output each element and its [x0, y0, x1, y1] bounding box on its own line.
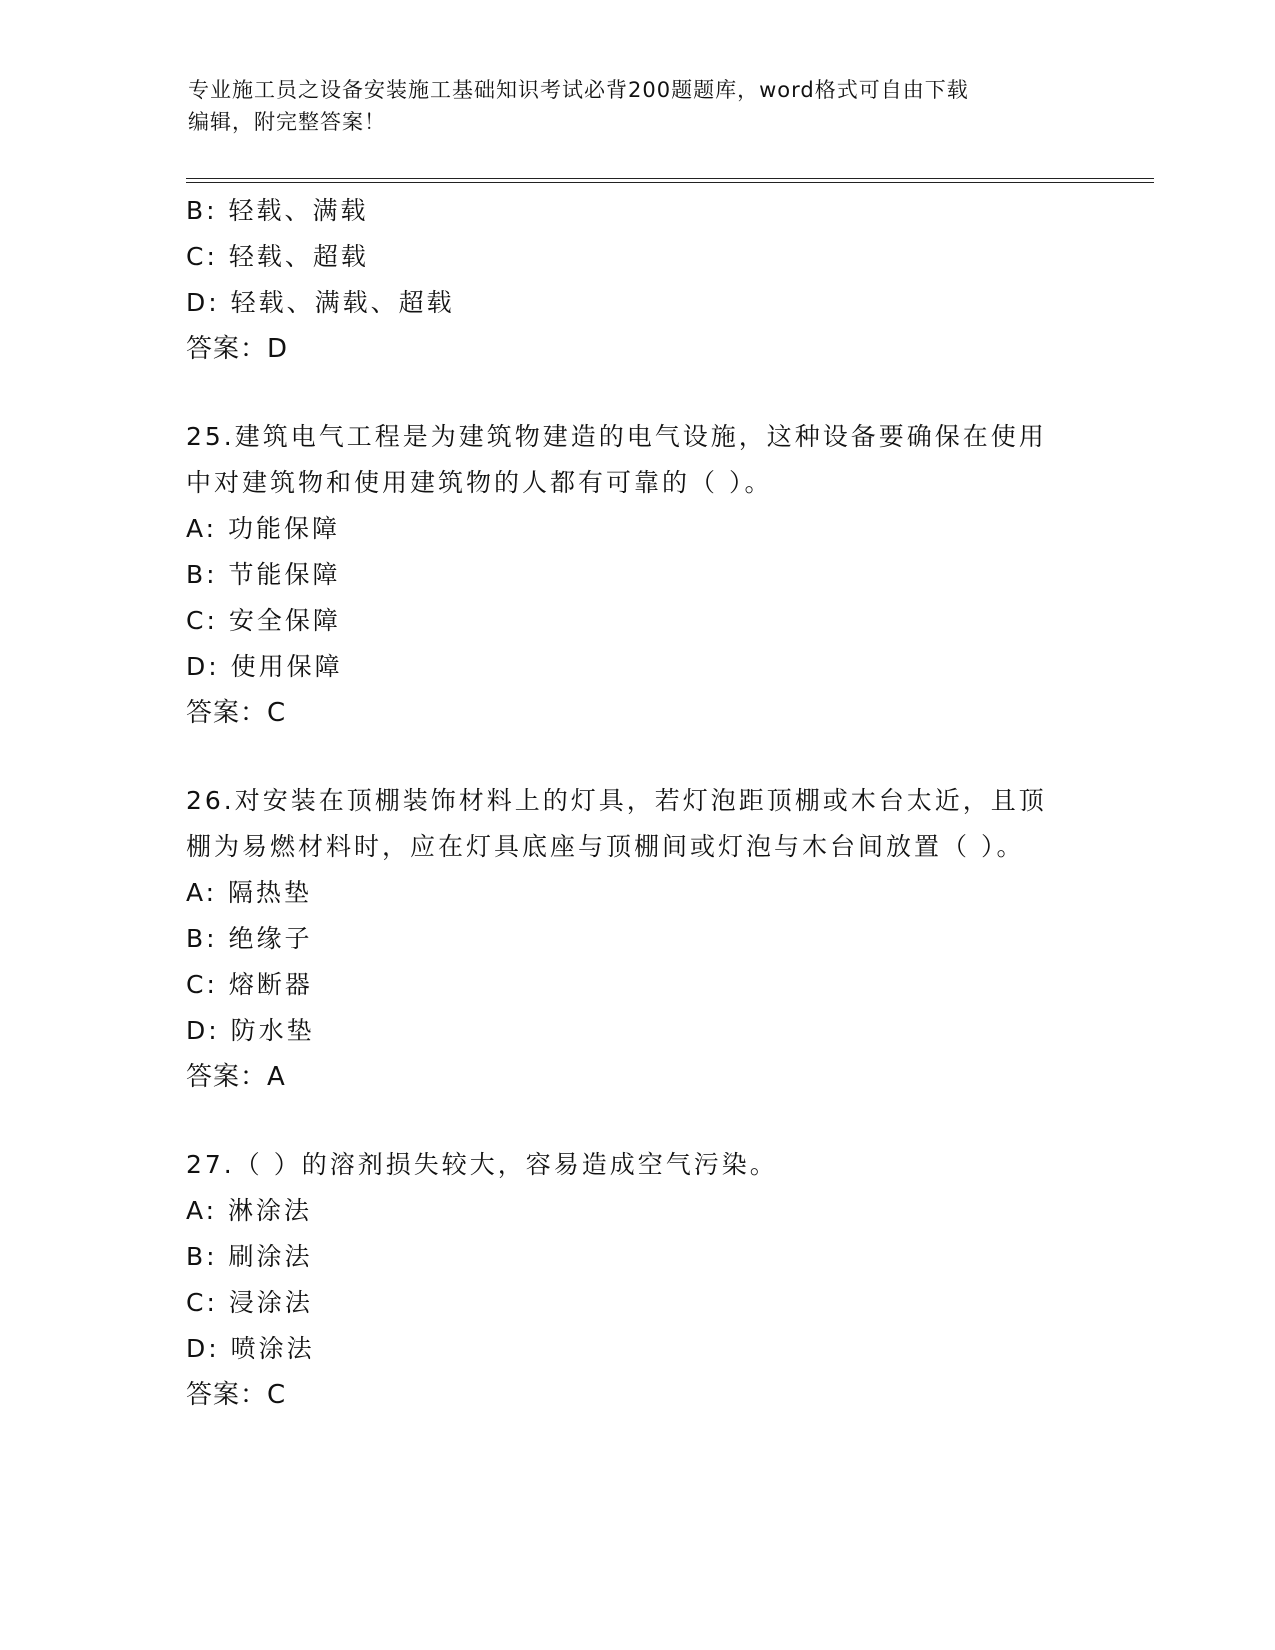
question-stem-line: 中对建筑物和使用建筑物的人都有可靠的（ ）。 [186, 468, 773, 497]
question-stem-line: 25.建筑电气工程是为建筑物建造的电气设施，这种设备要确保在使用 [186, 422, 1047, 451]
option-d: D: 防水垫 [186, 1016, 315, 1045]
option-c: C: 安全保障 [186, 606, 341, 635]
answer: 答案：C [186, 698, 287, 728]
spacer [186, 1100, 1086, 1142]
option-b: B: 轻载、满载 [186, 196, 369, 225]
option-b: B: 节能保障 [186, 560, 341, 589]
option-d: D: 喷涂法 [186, 1334, 315, 1363]
answer: 答案：D [186, 334, 289, 364]
spacer [186, 736, 1086, 778]
question-26 [186, 778, 1086, 1100]
question-stem-line: 27.（ ）的溶剂损失较大，容易造成空气污染。 [186, 1150, 778, 1179]
option-b: B: 绝缘子 [186, 924, 313, 953]
option-c: C: 浸涂法 [186, 1288, 313, 1317]
option-c: C: 轻载、超载 [186, 242, 369, 271]
option-d: D: 轻载、满载、超载 [186, 288, 455, 317]
option-a: A: 隔热垫 [186, 878, 313, 907]
option-d: D: 使用保障 [186, 652, 343, 681]
question-27 [186, 1142, 1086, 1418]
question-25 [186, 414, 1086, 736]
question-content [186, 188, 1086, 1418]
question-24-continued [186, 188, 1086, 372]
option-c: C: 熔断器 [186, 970, 313, 999]
question-stem-line: 26.对安装在顶棚装饰材料上的灯具，若灯泡距顶棚或木台太近，且顶 [186, 786, 1047, 815]
header-line-1: 专业施工员之设备安装施工基础知识考试必背200题题库，word格式可自由下载 [188, 78, 969, 102]
option-b: B: 刷涂法 [186, 1242, 313, 1271]
option-a: A: 功能保障 [186, 514, 341, 543]
answer: 答案：A [186, 1062, 286, 1092]
answer: 答案：C [186, 1380, 287, 1410]
document-header [188, 74, 1068, 138]
option-a: A: 淋涂法 [186, 1196, 313, 1225]
question-stem-line: 棚为易燃材料时，应在灯具底座与顶棚间或灯泡与木台间放置（ ）。 [186, 832, 1025, 861]
header-line-2: 编辑，附完整答案！ [188, 110, 386, 134]
header-divider [186, 178, 1154, 183]
spacer [186, 372, 1086, 414]
